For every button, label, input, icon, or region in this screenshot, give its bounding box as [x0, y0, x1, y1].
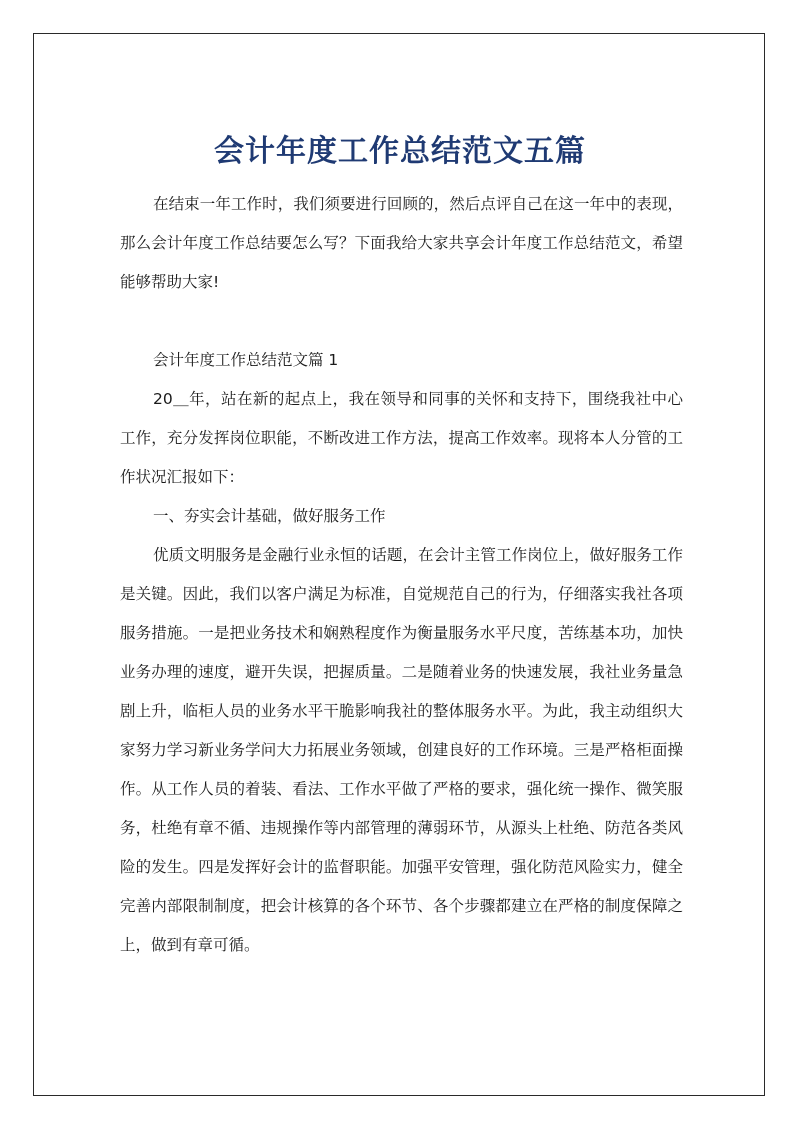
subsection-heading: 一、夯实会计基础，做好服务工作	[153, 507, 386, 525]
intro-paragraph: 在结束一年工作时，我们须要进行回顾的，然后点评自己在这一年中的表现，那么会计年度工作总结要怎么写？下面我给大家共享会计年度工作总结范文，希望能够帮助大家!	[120, 195, 683, 291]
paragraph-spacer	[120, 302, 683, 341]
body-paragraph-2: 优质文明服务是金融行业永恒的话题，在会计主管工作岗位上，做好服务工作是关键。因此，我们以客户满足为标准，自觉规范自己的行为，仔细落实我社各项服务措施。一是把业务技术和娴熟程度作为衡量服务水平尺度，苦练基本功，加快业务办理的速度，避开失误，把握质量。二是随着业务的快速发展，我社业务量急剧上升，临柜人员的业务水平干脆影响我社的整体服务水平。为此，我主动组织大家努力学习新业务学问大力拓展业务领域，创建良好的工作环境。三是严格柜面操作。从工作人员的着装、看法、工作水平做了严格的要求，强化统一操作、微笑服务，杜绝有章不循、违规操作等内部管理的薄弱环节，从源头上杜绝、防范各类风险的发生。四是发挥好会计的监督职能。加强平安管理，强化防范风险实力，健全完善内部限制制度，把会计核算的各个环节、各个步骤都建立在严格的制度保障之上，做到有章可循。	[120, 546, 683, 954]
document-body	[120, 185, 683, 965]
body-paragraph-1: 20＿年，站在新的起点上，我在领导和同事的关怀和支持下，围绕我社中心工作，充分发挥岗位职能，不断改进工作方法，提高工作效率。现将本人分管的工作状况汇报如下：	[120, 390, 683, 486]
section-heading: 会计年度工作总结范文篇 1	[153, 351, 339, 369]
document-title: 会计年度工作总结范文五篇	[214, 134, 586, 170]
